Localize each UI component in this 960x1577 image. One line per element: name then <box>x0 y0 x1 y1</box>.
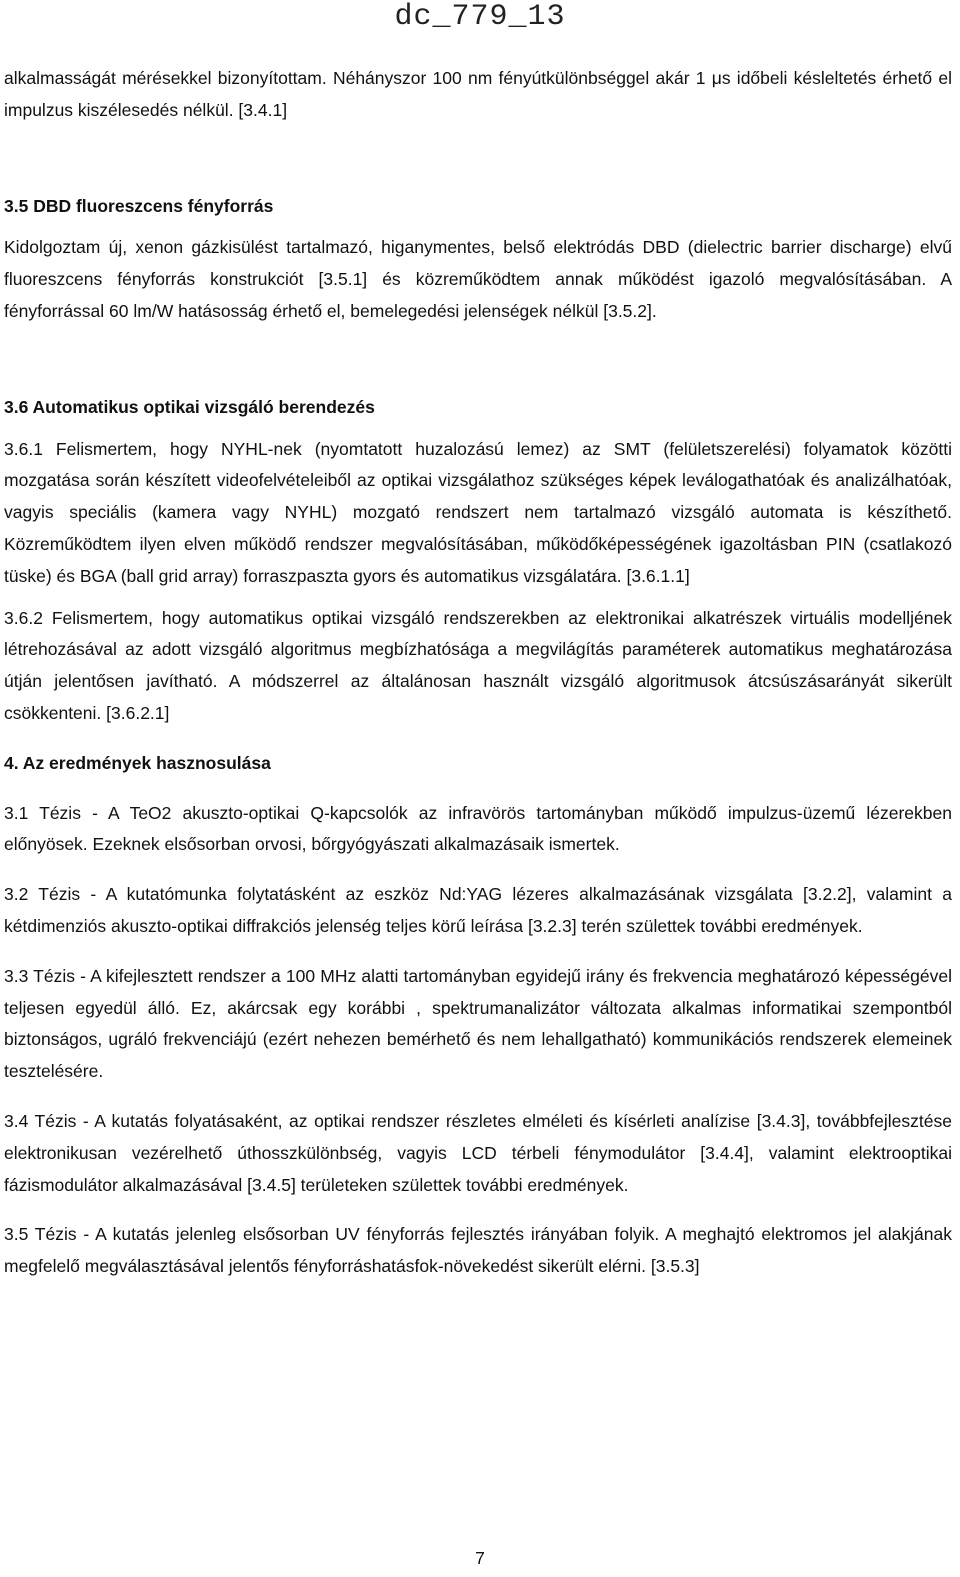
thesis-3-3-paragraph: 3.3 Tézis - A kifejlesztett rendszer a 100 MHz alatti tartományban egyidejű irány és frekvencia meghatározó képességével teljesen egyedül álló. Ez, akárcsak egy korábbi , spektrumanalizátor változata alkalmas informatikai szempontból biztonságos, ugráló frekvenciájú (ezért nehezen bemérhető és nem lehallgatható) kommunikációs rendszerek elemeinek tesztelésére. <box>4 965 952 1082</box>
intro-paragraph: alkalmasságát mérésekkel bizonyítottam. Néhányszor 100 nm fényútkülönbséggel akár 1 μs időbeli késleltetés érhető el impulzus kiszélesedés nélkül. [3.4.1] <box>4 68 952 120</box>
thesis-3-5-paragraph: 3.5 Tézis - A kutatás jelenleg elsősorban UV fényforrás fejlesztés irányában folyik. A meghajtó elektromos jel alakjának megfelelő megválasztásával jelentős fényforráshatásfok-növekedést sikerült elérni. [3.5.3] <box>4 1224 952 1277</box>
thesis-3-1-paragraph: 3.1 Tézis - A TeO2 akuszto-optikai Q-kapcsolók az infravörös tartományban működő impulzus-üzemű lézerekben előnyösek. Ezeknek elsősorban orvosi, bőrgyógyászati alkalmazásaik ismertek. <box>4 802 952 855</box>
section-4-heading: 4. Az eredmények hasznosulása <box>4 752 271 773</box>
document-page <box>4 63 952 1283</box>
document-id-watermark: dc_779_13 <box>394 0 566 34</box>
section-3-6-2-paragraph: 3.6.2 Felismertem, hogy automatikus optikai vizsgáló rendszerekben az elektronikai alkatrészek virtuális modelljének létrehozásával az adott vizsgáló algoritmus megbízhatósága a megvilágítás paraméterek automatikus meghatározása útján jelentősen javítható. A módszerrel az általánosan használt vizsgáló algoritmusok átcsúszásarányát sikerült csökkenteni. [3.6.2.1] <box>4 607 952 723</box>
section-3-5-paragraph: Kidolgoztam új, xenon gázkisülést tartalmazó, higanymentes, belső elektródás DBD (dielectric barrier discharge) elvű fluoreszcens fényforrás konstrukciót [3.5.1] és közreműködtem annak működést igazoló megvalósításában. A fényforrással 60 lm/W hatásosság érhető el, bemelegedési jelenségek nélkül [3.5.2]. <box>4 237 952 321</box>
thesis-3-4-paragraph: 3.4 Tézis - A kutatás folyatásaként, az optikai rendszer részletes elméleti és kísérleti analízise [3.4.3], továbbfejlesztése elektronikusan vezérelhető úthosszkülönbség, vagyis LCD térbeli fénymodulátor [3.4.4], valamint elektrooptikai fázismodulátor alkalmazásával [3.4.5] területeken születtek további eredmények. <box>4 1110 952 1195</box>
section-3-5-heading: 3.5 DBD fluoreszcens fényforrás <box>4 195 274 216</box>
thesis-3-2-paragraph: 3.2 Tézis - A kutatómunka folytatásként az eszköz Nd:YAG lézeres alkalmazásának vizsgálata [3.2.2], valamint a kétdimenziós akuszto-optikai diffrakciós jelenség teljes körű leírása [3.2.3] terén születtek további eredmények. <box>4 884 952 936</box>
page-number: 7 <box>475 1548 485 1568</box>
section-3-6-1-paragraph: 3.6.1 Felismertem, hogy NYHL-nek (nyomtatott huzalozású lemez) az SMT (felületszerelési) folyamatok közötti mozgatása során készített videofelvételeiből az optikai vizsgálathoz szükséges képek leválogathatóak és analizálhatóak, vagyis speciális (kamera vagy NYHL) mozgató rendszert nem tartalmazó vizsgáló automata is készíthető. Közreműködtem ilyen elven működő rendszer megvalósításában, működőképességének igazoltásban PIN (csatlakozó tüske) és BGA (ball grid array) forraszpaszta gyors és automatikus vizsgálatára. [3.6.1.1] <box>4 438 952 586</box>
section-3-6-heading: 3.6 Automatikus optikai vizsgáló berendezés <box>4 396 375 417</box>
